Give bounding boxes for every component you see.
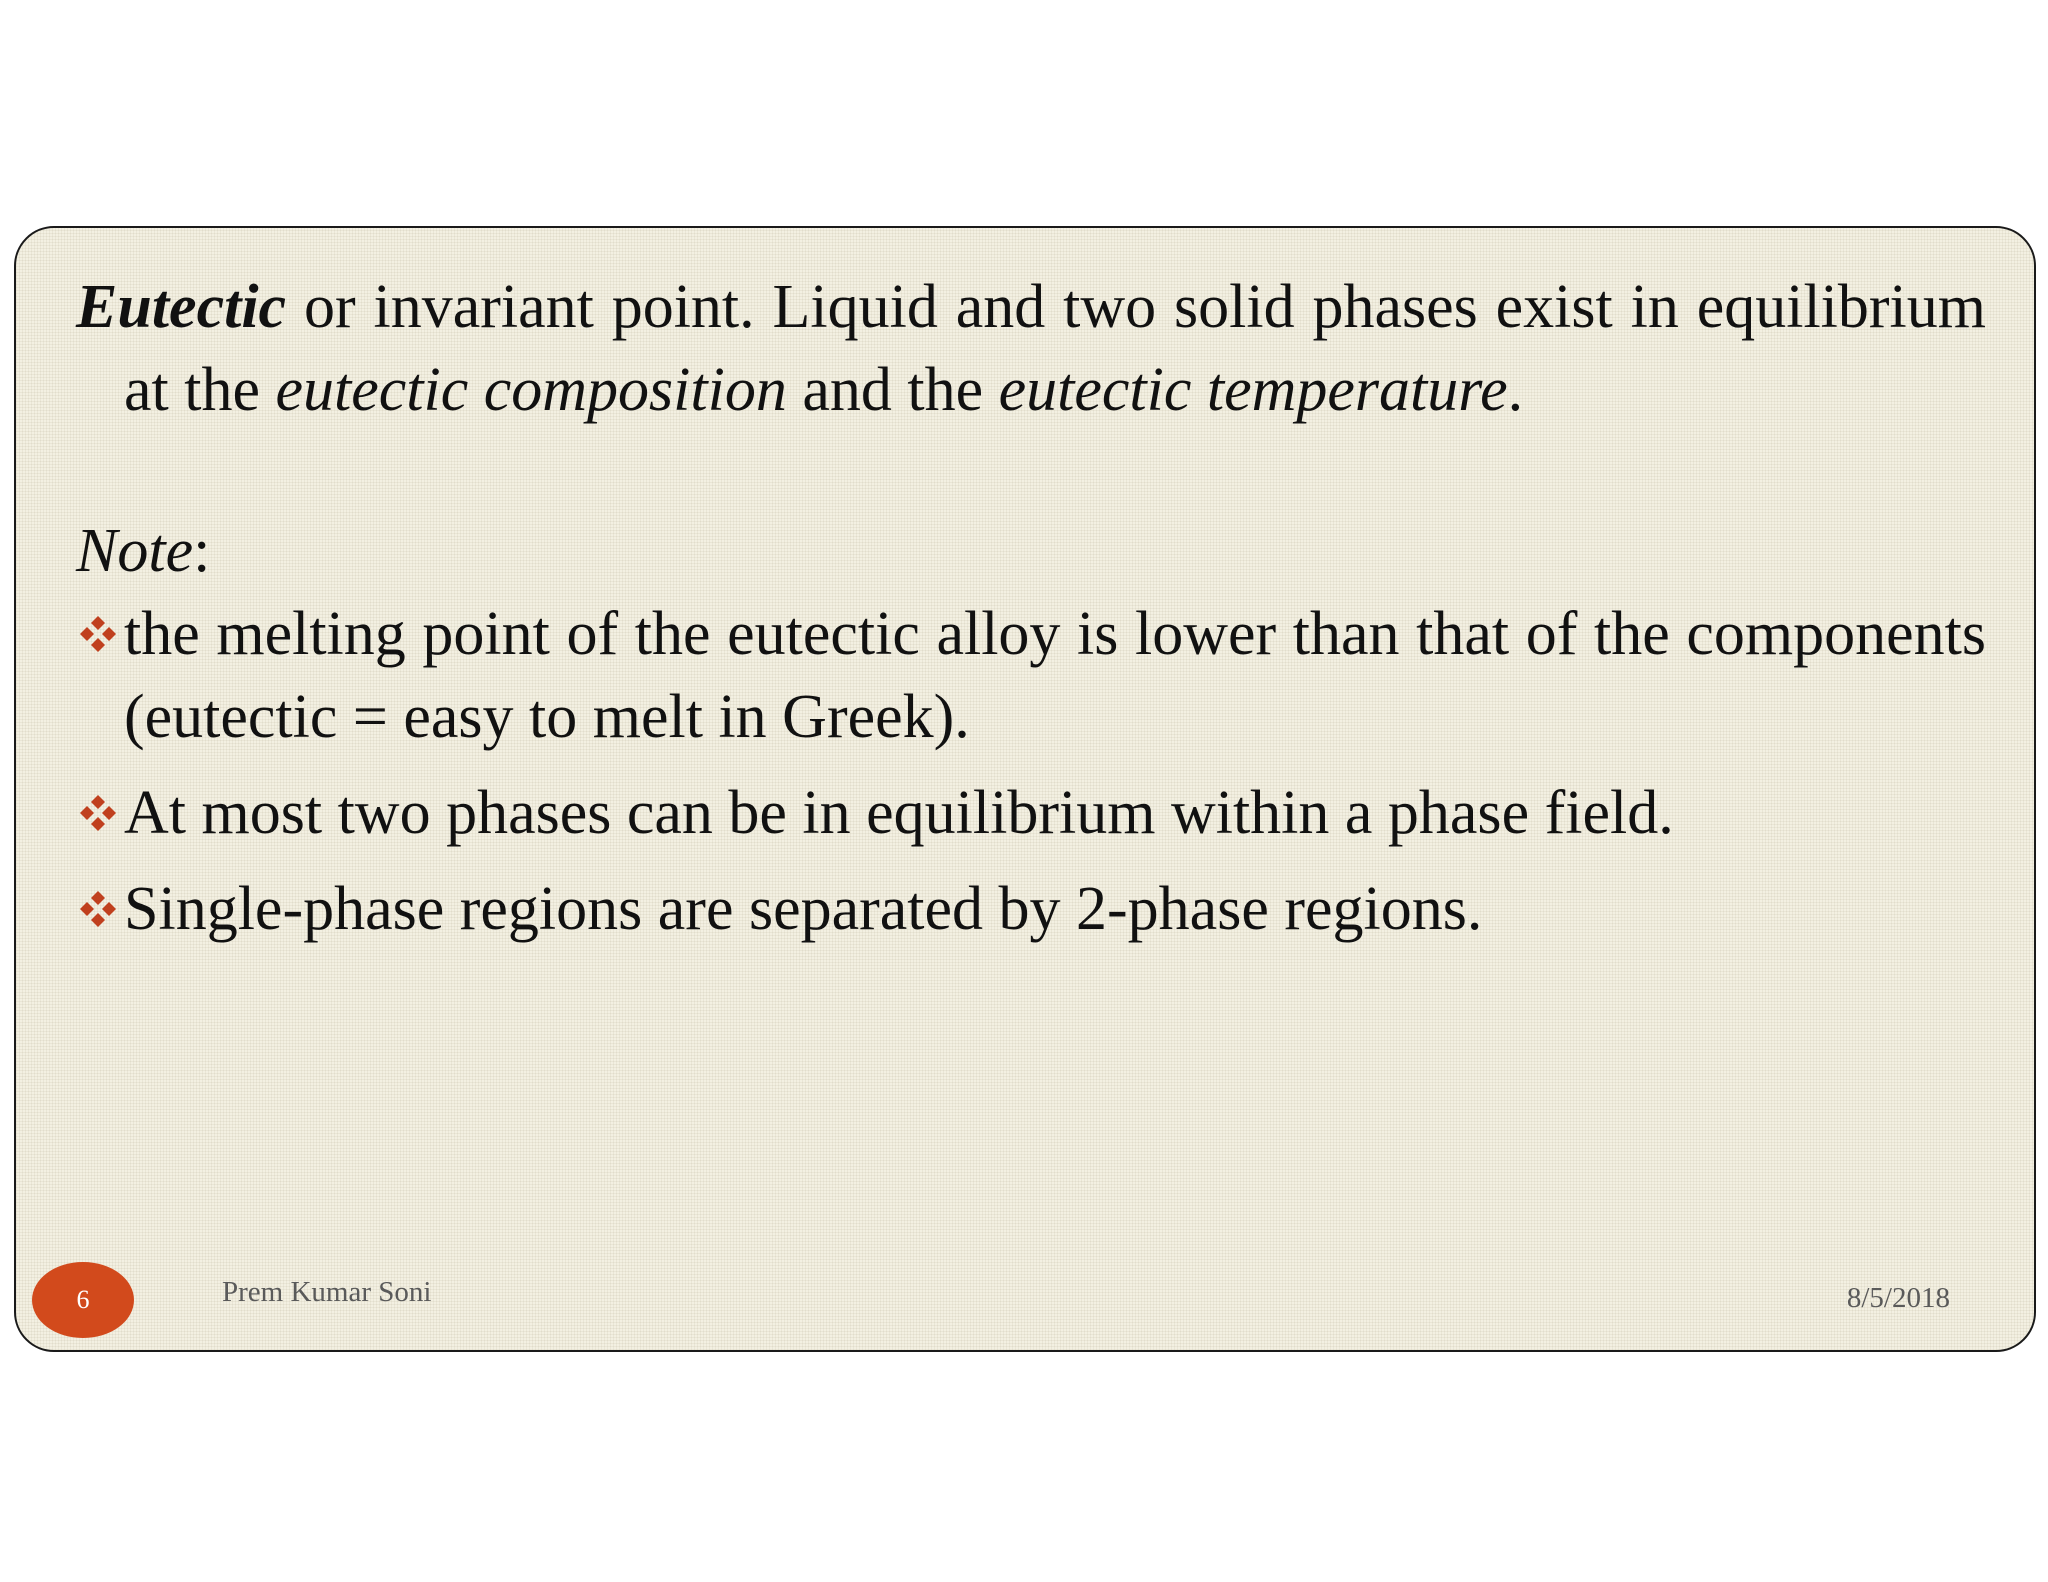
slide-content <box>76 266 1986 964</box>
definition-text-2: and the <box>786 356 999 424</box>
note-label: Note <box>76 517 194 585</box>
eutectic-definition <box>76 266 1986 432</box>
four-diamond-bullet-icon <box>78 889 118 929</box>
bullet-item <box>76 868 1986 951</box>
slide-frame <box>14 226 2036 1352</box>
note-heading <box>76 510 1986 593</box>
bullet-text: At most two phases can be in equilibrium within a phase field. <box>124 779 1674 847</box>
four-diamond-bullet-icon <box>78 793 118 833</box>
footer-date: 8/5/2018 <box>1846 1282 1950 1314</box>
note-bullet-list <box>76 593 1986 951</box>
bullet-item <box>76 772 1986 855</box>
bullet-text: the melting point of the eutectic alloy is lower than that of the components (eutectic = easy to melt in Greek). <box>124 600 1986 751</box>
definition-italic-1: eutectic composition <box>275 356 787 424</box>
footer-author: Prem Kumar Soni <box>222 1276 432 1308</box>
bullet-item <box>76 593 1986 759</box>
slide-number: 6 <box>76 1285 90 1314</box>
bullet-text: Single-phase regions are separated by 2-phase regions. <box>124 875 1483 943</box>
note-colon: : <box>193 517 211 585</box>
slide-number-badge <box>32 1262 134 1338</box>
definition-text-1: or invariant point. Liquid and two solid phases exist in equilibrium at the <box>124 273 1986 424</box>
term-eutectic: Eutectic <box>76 273 287 341</box>
definition-end: . <box>1507 356 1524 424</box>
four-diamond-bullet-icon <box>78 614 118 654</box>
definition-italic-2: eutectic temperature <box>998 356 1508 424</box>
